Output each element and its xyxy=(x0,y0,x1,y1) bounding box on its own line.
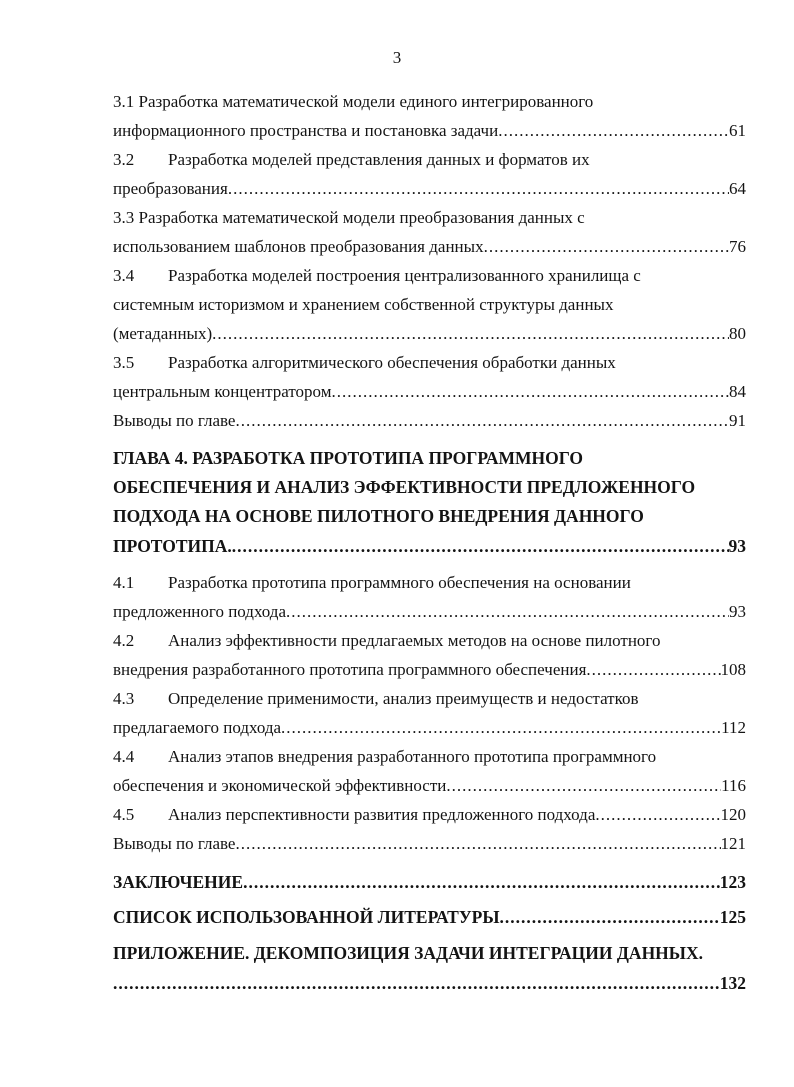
toc-entry-3-4-line2: (метаданных) ..... 80 xyxy=(113,323,746,345)
toc-entry-conclusions-ch3: Выводы по главе ..... 91 xyxy=(113,410,746,432)
toc-entry-4-5: 4.5 Анализ перспективности развития предложенного подхода ..... 120 xyxy=(113,804,746,826)
page-number: 3 xyxy=(392,48,402,67)
toc-entry-4-3-line1: 4.3 Определение применимости, анализ преимуществ и недостатков xyxy=(113,689,639,708)
toc-page-ref: 76 xyxy=(729,237,746,256)
toc-entry-3-1-line1: 3.1 Разработка математической модели единого интегрированного xyxy=(113,92,594,111)
toc-page-ref: 84 xyxy=(729,382,746,401)
toc-entry-4-4-line2: обеспечения и экономической эффективности ..... 116 xyxy=(113,775,746,797)
toc-entry-3-1-line2: информационного пространства и постановка задачи ..... 61 xyxy=(113,120,746,142)
toc-page-ref: 108 xyxy=(720,660,746,679)
toc-entry-4-1-line2: предложенного подхода ..... 93 xyxy=(113,601,746,623)
toc-page-ref: 61 xyxy=(729,121,746,140)
toc-page-ref: 120 xyxy=(720,805,746,824)
toc-page-ref: 64 xyxy=(729,179,746,198)
toc-chapter-4-line2: ОБЕСПЕЧЕНИЯ И АНАЛИЗ ЭФФЕКТИВНОСТИ ПРЕДЛОЖЕННОГО xyxy=(113,477,696,497)
toc-entry-3-4-line1: 3.4 Разработка моделей построения централизованного хранилища с xyxy=(113,266,641,285)
toc-entry-3-3-line2: использованием шаблонов преобразования данных ..... 76 xyxy=(113,236,746,258)
toc-entry-conclusion: ЗАКЛЮЧЕНИЕ ..... 123 xyxy=(113,871,746,893)
toc-entry-appendix-line1: ПРИЛОЖЕНИЕ. ДЕКОМПОЗИЦИЯ ЗАДАЧИ ИНТЕГРАЦИИ ДАННЫХ. xyxy=(113,943,703,963)
toc-chapter-4-line3: ПОДХОДА НА ОСНОВЕ ПИЛОТНОГО ВНЕДРЕНИЯ ДАННОГО xyxy=(113,506,644,526)
toc-page-ref: 112 xyxy=(721,718,746,737)
toc-entry-4-3-line2: предлагаемого подхода ..... 112 xyxy=(113,717,746,739)
toc-page-ref: 116 xyxy=(721,776,746,795)
toc-page-ref: 80 xyxy=(729,324,746,343)
toc-entry-3-5-line1: 3.5 Разработка алгоритмического обеспечения обработки данных xyxy=(113,353,616,372)
toc-entry-3-2-line2: преобразования ..... 64 xyxy=(113,178,746,200)
toc-page-ref: 132 xyxy=(719,973,746,993)
toc-entry-appendix-line2 xyxy=(113,972,746,994)
toc-page-ref: 121 xyxy=(720,834,746,853)
toc-entry-4-2-line2: внедрения разработанного прототипа программного обеспечения ..... 108 xyxy=(113,659,746,681)
toc-entry-4-2-line1: 4.2 Анализ эффективности предлагаемых методов на основе пилотного xyxy=(113,631,661,650)
toc-entry-conclusions-ch4: Выводы по главе ..... 121 xyxy=(113,833,746,855)
toc-page-ref: 123 xyxy=(719,872,746,892)
toc-entry-4-1-line1: 4.1 Разработка прототипа программного обеспечения на основании xyxy=(113,573,631,592)
toc-page-ref: 125 xyxy=(719,907,746,927)
toc-entry-3-3-line1: 3.3 Разработка математической модели преобразования данных с xyxy=(113,208,585,227)
toc-chapter-4-line1: ГЛАВА 4. РАЗРАБОТКА ПРОТОТИПА ПРОГРАММНОГО xyxy=(113,448,584,468)
toc-entry-3-2-line1: 3.2 Разработка моделей представления данных и форматов их xyxy=(113,150,590,169)
toc-entry-3-4-line1b: системным историзмом и хранением собственной структуры данных xyxy=(113,295,614,314)
toc-entry-4-4-line1: 4.4 Анализ этапов внедрения разработанного прототипа программного xyxy=(113,747,657,766)
toc-chapter-4-line4: ПРОТОТИПА. ..... 93 xyxy=(113,535,746,557)
toc-page-ref: 93 xyxy=(728,536,746,556)
toc-page-ref: 93 xyxy=(729,602,746,621)
toc-entry-3-5-line2: центральным концентратором ..... 84 xyxy=(113,381,746,403)
toc-page-ref: 91 xyxy=(729,411,746,430)
toc-entry-references: СПИСОК ИСПОЛЬЗОВАННОЙ ЛИТЕРАТУРЫ ..... 125 xyxy=(113,906,746,928)
